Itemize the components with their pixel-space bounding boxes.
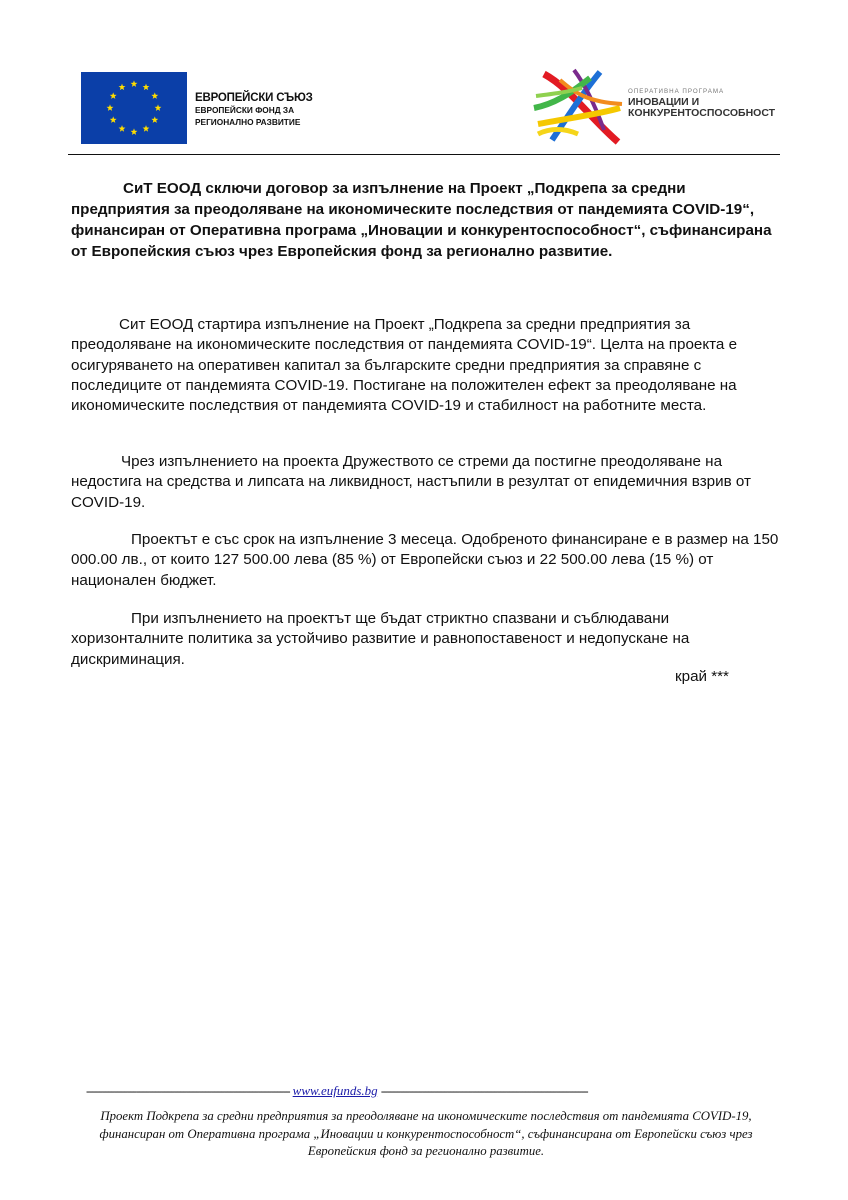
footer-link-line [86, 1083, 766, 1099]
op-program-caption: ОПЕРАТИВНА ПРОГРАМА [628, 88, 725, 95]
op-program-name-2: КОНКУРЕНТОСПОСОБНОСТ [628, 107, 776, 119]
op-innovation-logo [530, 68, 626, 148]
paragraph-2-text: Чрез изпълнението на проекта Дружеството се стреми да постигне преодоляване на недостига на средства и липсата на ликвидност, настъпили в резултат от епидемичния взрив от COVID-19. [71, 453, 751, 511]
eu-fund-label [195, 92, 313, 128]
paragraph-1-text: Сит ЕООД стартира изпълнение на Проект „Подкрепа за средни предприятия за преодоляване на икономическите последствия от пандемията COVID-19“. Целта на проекта е осигуряването на оперативен капитал за българските средни предприятия за справяне с последиците от пандемията COVID-19. Постигане на положителен ефект за преодоляване на икономическите последствия от пандемията COVID-19 и стабилност на работните места. [71, 316, 738, 415]
headline-text: СиТ ЕООД сключи договор за изпълнение на Проект „Подкрепа за средни предприятия за преодоляване на икономическите последствия от пандемията COVID-19“, финансиран от Оперативна програма „Иновации и конкурентоспособност“, съфинансирана от Европейския съюз чрез Европейския фонд за регионално развитие. [71, 180, 772, 260]
eu-union-text: ЕВРОПЕЙСКИ СЪЮЗ [195, 92, 313, 104]
end-mark: край *** [675, 668, 729, 685]
paragraph-1 [71, 315, 783, 416]
paragraph-4 [71, 609, 783, 670]
headline [71, 178, 783, 262]
header-divider [68, 154, 780, 155]
paragraph-3 [71, 530, 783, 591]
footer-note: Проект Подкрепа за средни предприятия за преодоляване на икономическите последствия от пандемията COVID-19, финансиран от Оперативна програма „Иновации и конкурентоспособност“, съфинансирана от Европейски съюз чрез Европейския фонд за регионално развитие. [99, 1109, 753, 1158]
paragraph-2 [71, 452, 783, 513]
op-program-name-1: ИНОВАЦИИ И [628, 96, 700, 108]
op-program-label [628, 86, 775, 119]
eu-fund-text: ЕВРОПЕЙСКИ ФОНД ЗА [195, 105, 295, 115]
eu-fund-text-2: РЕГИОНАЛНО РАЗВИТИЕ [195, 117, 301, 127]
eu-flag-logo [81, 72, 187, 144]
paragraph-4-text: При изпълнението на проектът ще бъдат стриктно спазвани и съблюдавани хоризонталните политика за устойчиво развитие и равнопоставеност и недопускане на дискриминация. [71, 610, 690, 668]
footer-dashes-right: ------------------------------------------------------------------ [380, 1083, 588, 1098]
footer-dashes-left: ----------------------------------------------------------------- [86, 1083, 290, 1098]
page-header [68, 68, 780, 156]
paragraph-3-text: Проектът е със срок на изпълнение 3 месеца. Одобреното финансиране е в размер на 150 000.00 лв., от които 127 500.00 лева (85 %) от Европейски съюз и 22 500.00 лева (15 %) от национален бюджет. [71, 531, 779, 589]
eufunds-link[interactable]: www.eufunds.bg [292, 1083, 378, 1098]
